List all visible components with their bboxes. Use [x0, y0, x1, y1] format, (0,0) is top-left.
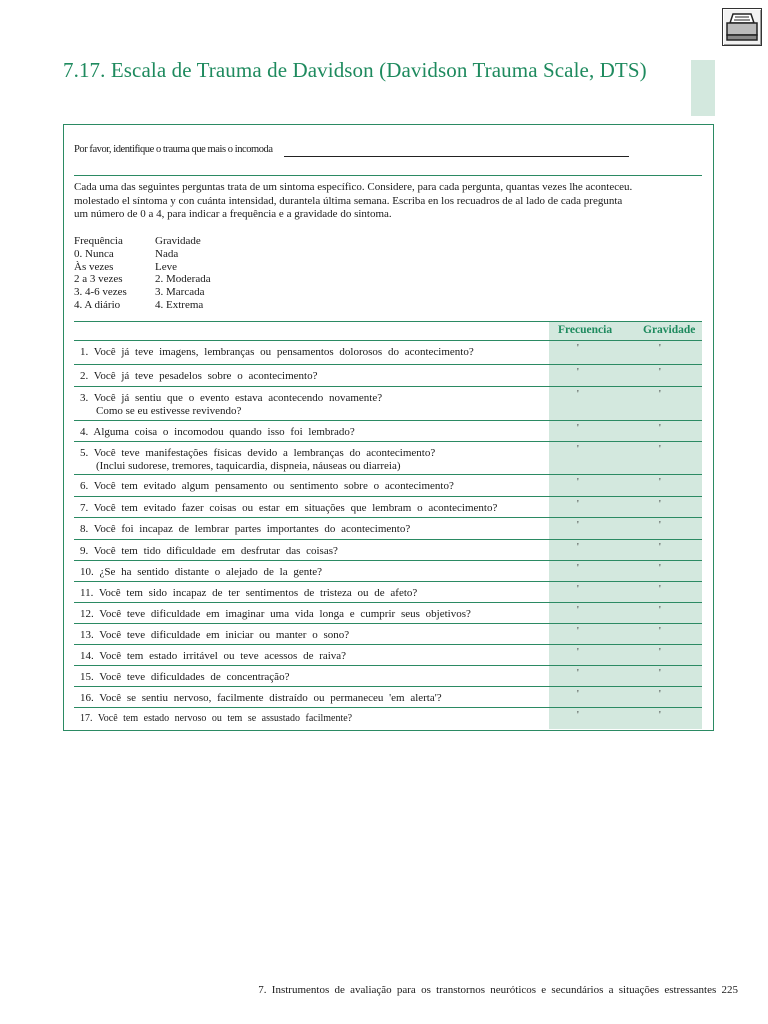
severity-answer-box[interactable]: ' — [659, 343, 661, 354]
frequency-answer-box[interactable]: ' — [577, 477, 579, 488]
frequency-answer-box[interactable]: ' — [577, 605, 579, 616]
frequency-answer-box[interactable]: ' — [577, 689, 579, 700]
question-text: 10. ¿Se ha sentido distante o alejado de la gente? — [80, 566, 323, 578]
frequency-answer-box[interactable]: ' — [577, 343, 579, 354]
identify-trauma-field[interactable] — [284, 156, 629, 157]
question-item — [80, 587, 548, 600]
column-header-frequency: Frecuencia — [558, 324, 613, 336]
frequency-answer-box[interactable]: ' — [577, 626, 579, 637]
frequency-item: 3. 4-6 vezes — [74, 286, 127, 299]
frequency-answer-box[interactable]: ' — [577, 444, 579, 455]
instructions-line: molestado el síntoma y con cuánta intensidad, durantela última semana. Escriba en los recuadros de al lado de cada pregunta — [74, 194, 623, 207]
row-divider — [74, 474, 702, 475]
frequency-answer-box[interactable]: ' — [577, 367, 579, 378]
question-item — [80, 608, 548, 621]
page-title: 7.17. Escala de Trauma de Davidson (Davidson Trauma Scale, DTS) — [63, 58, 647, 82]
question-text: 17. Você tem estado nervoso ou tem se assustado facilmente? — [80, 713, 353, 724]
question-item — [80, 392, 548, 417]
frequency-answer-box[interactable]: ' — [577, 520, 579, 531]
severity-item: Nada — [155, 247, 179, 260]
page-footer: 7. Instrumentos de avaliação para os transtornos neuróticos e secundários a situações estressantes 225 — [258, 984, 738, 996]
severity-item: 4. Extrema — [155, 298, 204, 311]
frequency-answer-box[interactable]: ' — [577, 389, 579, 400]
frequency-answer-box[interactable]: ' — [577, 584, 579, 595]
frequency-answer-box[interactable]: ' — [577, 423, 579, 434]
printer-icon — [723, 9, 761, 45]
row-divider — [74, 364, 702, 365]
severity-answer-box[interactable]: ' — [659, 520, 661, 531]
frequency-item: 2 a 3 vezes — [74, 273, 123, 286]
severity-answer-box[interactable]: ' — [659, 668, 661, 679]
question-subtext: (Inclui sudorese, tremores, taquicardia, dispneia, náuseas ou diarreia) — [96, 459, 401, 472]
answer-columns-shade — [549, 322, 702, 729]
severity-answer-box[interactable]: ' — [659, 542, 661, 553]
question-item — [80, 447, 548, 472]
severity-item: 3. Marcada — [155, 286, 205, 299]
question-text: 5. Você teve manifestações físicas devido a lembranças do acontecimento? — [80, 447, 436, 459]
row-divider — [74, 623, 702, 624]
question-text: 13. Você teve dificuldade em iniciar ou manter o sono? — [80, 629, 350, 641]
question-text: 9. Você tem tido dificuldade em desfrutar das coisas? — [80, 545, 338, 557]
frequency-item: Às vezes — [74, 260, 114, 273]
severity-scale — [155, 235, 211, 312]
severity-answer-box[interactable]: ' — [659, 626, 661, 637]
severity-answer-box[interactable]: ' — [659, 647, 661, 658]
question-text: 11. Você tem sido incapaz de ter sentimentos de tristeza ou de afeto? — [80, 587, 418, 599]
row-divider — [74, 420, 702, 421]
question-text: 15. Você teve dificuldades de concentração? — [80, 671, 290, 683]
divider — [74, 175, 702, 176]
question-text: 6. Você tem evitado algum pensamento ou sentimento sobre o acontecimento? — [80, 480, 454, 492]
severity-answer-box[interactable]: ' — [659, 563, 661, 574]
question-item — [80, 629, 548, 642]
column-header-severity: Gravidade — [643, 324, 696, 336]
question-text: 8. Você foi incapaz de lembrar partes importantes do acontecimento? — [80, 523, 411, 535]
severity-answer-box[interactable]: ' — [659, 499, 661, 510]
instructions-line: Cada uma das seguintes perguntas trata de um sintoma específico. Considere, para cada pergunta, quantas vezes lhe aconteceu. — [74, 181, 633, 193]
severity-answer-box[interactable]: ' — [659, 605, 661, 616]
question-item — [80, 713, 548, 726]
row-divider — [74, 386, 702, 387]
question-text: 3. Você já sentiu que o evento estava acontecendo novamente? — [80, 392, 383, 404]
severity-answer-box[interactable]: ' — [659, 389, 661, 400]
severity-answer-box[interactable]: ' — [659, 423, 661, 434]
question-item — [80, 566, 548, 579]
frequency-header: Frequência — [74, 235, 123, 247]
question-text: 2. Você já teve pesadelos sobre o acontecimento? — [80, 370, 318, 382]
question-item — [80, 671, 548, 684]
frequency-answer-box[interactable]: ' — [577, 563, 579, 574]
question-subtext: Como se eu estivesse revivendo? — [96, 404, 242, 417]
severity-answer-box[interactable]: ' — [659, 689, 661, 700]
frequency-item: 0. Nunca — [74, 247, 114, 260]
row-divider — [74, 441, 702, 442]
question-text: 7. Você tem evitado fazer coisas ou estar em situações que lembram o acontecimento? — [80, 502, 498, 514]
question-item — [80, 523, 548, 536]
question-item — [80, 370, 548, 383]
instructions — [74, 181, 704, 222]
question-item — [80, 502, 548, 515]
row-divider — [74, 602, 702, 603]
severity-item: Leve — [155, 260, 177, 273]
severity-answer-box[interactable]: ' — [659, 477, 661, 488]
row-divider — [74, 665, 702, 666]
question-item — [80, 545, 548, 558]
row-divider — [74, 496, 702, 497]
row-divider — [74, 581, 702, 582]
row-divider — [74, 707, 702, 708]
severity-answer-box[interactable]: ' — [659, 710, 661, 721]
severity-answer-box[interactable]: ' — [659, 367, 661, 378]
row-divider — [74, 539, 702, 540]
frequency-answer-box[interactable]: ' — [577, 499, 579, 510]
instructions-line: um número de 0 a 4, para indicar a frequência e a gravidade do sintoma. — [74, 208, 392, 220]
question-item — [80, 346, 548, 359]
row-divider — [74, 517, 702, 518]
severity-item: 2. Moderada — [155, 273, 211, 286]
frequency-answer-box[interactable]: ' — [577, 710, 579, 721]
question-item — [80, 692, 548, 705]
print-button[interactable] — [722, 8, 762, 46]
question-item — [80, 426, 548, 439]
row-divider — [74, 644, 702, 645]
severity-header: Gravidade — [155, 235, 201, 247]
frequency-answer-box[interactable]: ' — [577, 542, 579, 553]
identify-trauma-label: Por favor, identifique o trauma que mais o incomoda — [74, 144, 273, 155]
severity-answer-box[interactable]: ' — [659, 444, 661, 455]
frequency-item: 4. A diário — [74, 298, 121, 311]
row-divider — [74, 560, 702, 561]
question-item — [80, 650, 548, 663]
frequency-answer-box[interactable]: ' — [577, 647, 579, 658]
question-text: 14. Você tem estado irritável ou teve acessos de raiva? — [80, 650, 347, 662]
frequency-answer-box[interactable]: ' — [577, 668, 579, 679]
question-text: 12. Você teve dificuldade em imaginar uma vida longa e cumprir seus objetivos? — [80, 608, 471, 620]
row-divider — [74, 340, 702, 341]
row-divider — [74, 686, 702, 687]
question-text: 1. Você já teve imagens, lembranças ou pensamentos dolorosos do acontecimento? — [80, 346, 474, 358]
frequency-scale — [74, 235, 127, 312]
question-item — [80, 480, 548, 493]
section-side-tab — [691, 60, 715, 116]
severity-answer-box[interactable]: ' — [659, 584, 661, 595]
question-text: 16. Você se sentiu nervoso, facilmente distraído ou permaneceu 'em alerta'? — [80, 692, 442, 704]
question-text: 4. Alguma coisa o incomodou quando isso foi lembrado? — [80, 426, 355, 438]
